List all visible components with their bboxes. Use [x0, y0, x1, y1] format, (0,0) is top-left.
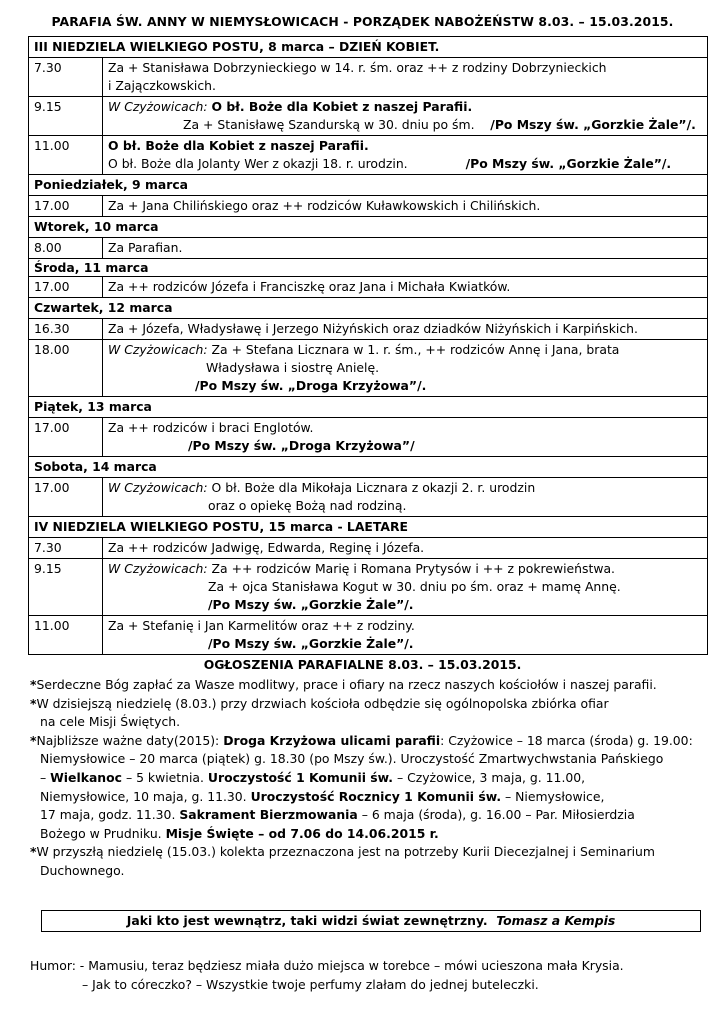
mass-row: [29, 478, 708, 517]
mass-intention: Za ++ rodziców Józefa i Franciszkę oraz Jana i Michała Kwiatków.: [103, 277, 708, 298]
service-note: /Po Mszy św. „Gorzkie Żale”/.: [465, 156, 672, 171]
mass-row: [29, 58, 708, 97]
mass-intention: W Czyżowicach: Za ++ rodziców Marię i Romana Prytysów i ++ z pokrewieństwa. Za + ojca Stanisława Kogut w 30. dniu po śm. oraz + mamę Annę. /Po Mszy św. „Gorzkie Żale”/.: [103, 559, 708, 616]
mass-time: 11.00: [29, 616, 103, 655]
mass-row: [29, 340, 708, 397]
mass-intention: Za ++ rodziców i braci Englotów. /Po Mszy św. „Droga Krzyżowa”/: [103, 418, 708, 457]
mass-row: [29, 277, 708, 298]
service-note: /Po Mszy św. „Gorzkie Żale”/.: [208, 597, 414, 612]
mass-row: [29, 196, 708, 217]
service-note: /Po Mszy św. „Gorzkie Żale”/.: [490, 117, 696, 132]
humor-line: Humor: - Mamusiu, teraz będziesz miała dużo miejsca w torebce – mówi ucieszona mała Krysia.: [30, 958, 624, 973]
location-label: W Czyżowicach:: [108, 99, 208, 114]
service-note: /Po Mszy św. „Droga Krzyżowa”/.: [195, 378, 427, 393]
day-header: Środa, 11 marca: [29, 259, 708, 277]
mass-row: [29, 238, 708, 259]
mass-intention: W Czyżowicach: O bł. Boże dla Kobiet z naszej Parafii. Za + Stanisławę Szandurską w 30. dniu po śm. /Po Mszy św. „Gorzkie Żale”/.: [103, 97, 708, 136]
quote-author: Tomasz a Kempis: [496, 913, 616, 928]
quote-text: Jaki kto jest wewnątrz, taki widzi świat zewnętrzny.: [126, 913, 488, 928]
mass-schedule-table: [28, 36, 708, 655]
humor-section: [30, 956, 710, 994]
day-header: Piątek, 13 marca: [29, 397, 708, 418]
mass-time: 11.00: [29, 136, 103, 175]
day-header: Sobota, 14 marca: [29, 457, 708, 478]
location-label: W Czyżowicach:: [108, 342, 208, 357]
page-title: PARAFIA ŚW. ANNY W NIEMYSŁOWICACH - PORZĄDEK NABOŻEŃSTW 8.03. – 15.03.2015.: [51, 14, 674, 29]
mass-row: [29, 418, 708, 457]
quote-box: [41, 910, 701, 932]
mass-intention: Za + Stefanię i Jan Karmelitów oraz ++ z rodziny. /Po Mszy św. „Gorzkie Żale”/.: [103, 616, 708, 655]
announcements-list: *Serdeczne Bóg zapłać za Wasze modlitwy, prace i ofiary na rzecz naszych kościołów i naszej parafii. *W dzisiejszą niedzielę (8.03.) przy drzwiach kościoła odbędzie się ogólnopolska zbiórka ofiar na cele Misji Świętych. *Najbliższe ważne daty(2015): Droga Krzyżowa ulicami parafii: Czyżowice – 18 marca (środa) g. 19.00: Niemysłowice – 20 marca (piątek) g. 18.30 (po Mszy św.). Uroczystość Zmartwychwstania Pańskiego – Wielkanoc – 5 kwietnia. Uroczystość 1 Komunii św. – Czyżowice, 3 maja, g. 11.00, Niemysłowice, 10 maja, g. 11.30. Uroczystość Rocznicy 1 Komunii św. – Niemysłowice, 17 maja, godz. 11.30. Sakrament Bierzmowania – 6 maja (środa), g. 16.00 – Par. Miłosierdzia Bożego w Prudniku. Misje Święte – od 7.06 do 14.06.2015 r. *W przyszłą niedzielę (15.03.) kolekta przeznaczona jest na potrzeby Kurii Diecezjalnej i Seminarium Duchownego.: [30, 676, 710, 881]
location-label: W Czyżowicach:: [108, 561, 208, 576]
mass-intention: Za + Jana Chilińskiego oraz ++ rodziców Kuławkowskich i Chilińskich.: [103, 196, 708, 217]
service-note: /Po Mszy św. „Gorzkie Żale”/.: [208, 636, 414, 651]
mass-time: 8.00: [29, 238, 103, 259]
mass-time: 17.00: [29, 277, 103, 298]
mass-time: 9.15: [29, 559, 103, 616]
location-label: W Czyżowicach:: [108, 480, 208, 495]
day-header: Wtorek, 10 marca: [29, 217, 708, 238]
mass-time: 7.30: [29, 58, 103, 97]
day-header: Poniedziałek, 9 marca: [29, 175, 708, 196]
announcement-item: *Najbliższe ważne daty(2015): Droga Krzyżowa ulicami parafii: Czyżowice – 18 marca (środa) g. 19.00:: [30, 732, 693, 748]
mass-row: [29, 538, 708, 559]
announcement-item: *W dzisiejszą niedzielę (8.03.) przy drzwiach kościoła odbędzie się ogólnopolska zbiórka ofiar: [30, 695, 609, 711]
service-note: /Po Mszy św. „Droga Krzyżowa”/: [188, 438, 415, 453]
mass-intention: O bł. Boże dla Kobiet z naszej Parafii. O bł. Boże dla Jolanty Wer z okazji 18. r. urodzin. /Po Mszy św. „Gorzkie Żale”/.: [103, 136, 708, 175]
mass-time: 18.00: [29, 340, 103, 397]
mass-row: [29, 616, 708, 655]
day-header: Czwartek, 12 marca: [29, 298, 708, 319]
mass-intention: W Czyżowicach: O bł. Boże dla Mikołaja Licznara z okazji 2. r. urodzin oraz o opiekę Bożą nad rodziną.: [103, 478, 708, 517]
mass-time: 17.00: [29, 196, 103, 217]
mass-time: 17.00: [29, 478, 103, 517]
mass-intention: Za ++ rodziców Jadwigę, Edwarda, Reginę i Józefa.: [103, 538, 708, 559]
day-header-row: [29, 37, 708, 58]
mass-row: [29, 97, 708, 136]
humor-line: – Jak to córeczko? – Wszystkie twoje perfumy zlałam do jednej buteleczki.: [82, 977, 539, 992]
mass-row: [29, 319, 708, 340]
day-header: IV NIEDZIELA WIELKIEGO POSTU, 15 marca - LAETARE: [29, 517, 708, 538]
mass-time: 7.30: [29, 538, 103, 559]
day-header: III NIEDZIELA WIELKIEGO POSTU, 8 marca – DZIEŃ KOBIET.: [29, 37, 708, 58]
mass-time: 9.15: [29, 97, 103, 136]
announcement-item: *W przyszłą niedzielę (15.03.) kolekta przeznaczona jest na potrzeby Kurii Diecezjalnej i Seminarium: [30, 844, 655, 860]
mass-time: 17.00: [29, 418, 103, 457]
mass-intention: Za Parafian.: [103, 238, 708, 259]
announcements-title: OGŁOSZENIA PARAFIALNE 8.03. – 15.03.2015.: [203, 657, 522, 672]
mass-intention: W Czyżowicach: Za + Stefana Licznara w 1. r. śm., ++ rodziców Annę i Jana, brata Władysława i siostrę Anielę. /Po Mszy św. „Droga Krzyżowa”/.: [103, 340, 708, 397]
mass-intention: Za + Józefa, Władysławę i Jerzego Niżyńskich oraz dziadków Niżyńskich i Karpińskich.: [103, 319, 708, 340]
announcement-item: *Serdeczne Bóg zapłać za Wasze modlitwy, prace i ofiary na rzecz naszych kościołów i naszej parafii.: [30, 677, 657, 692]
mass-row: [29, 136, 708, 175]
mass-intention: Za + Stanisława Dobrzynieckiego w 14. r. śm. oraz ++ z rodziny Dobrzynieckich i Zajączkowskich.: [103, 58, 708, 97]
mass-time: 16.30: [29, 319, 103, 340]
mass-row: [29, 559, 708, 616]
